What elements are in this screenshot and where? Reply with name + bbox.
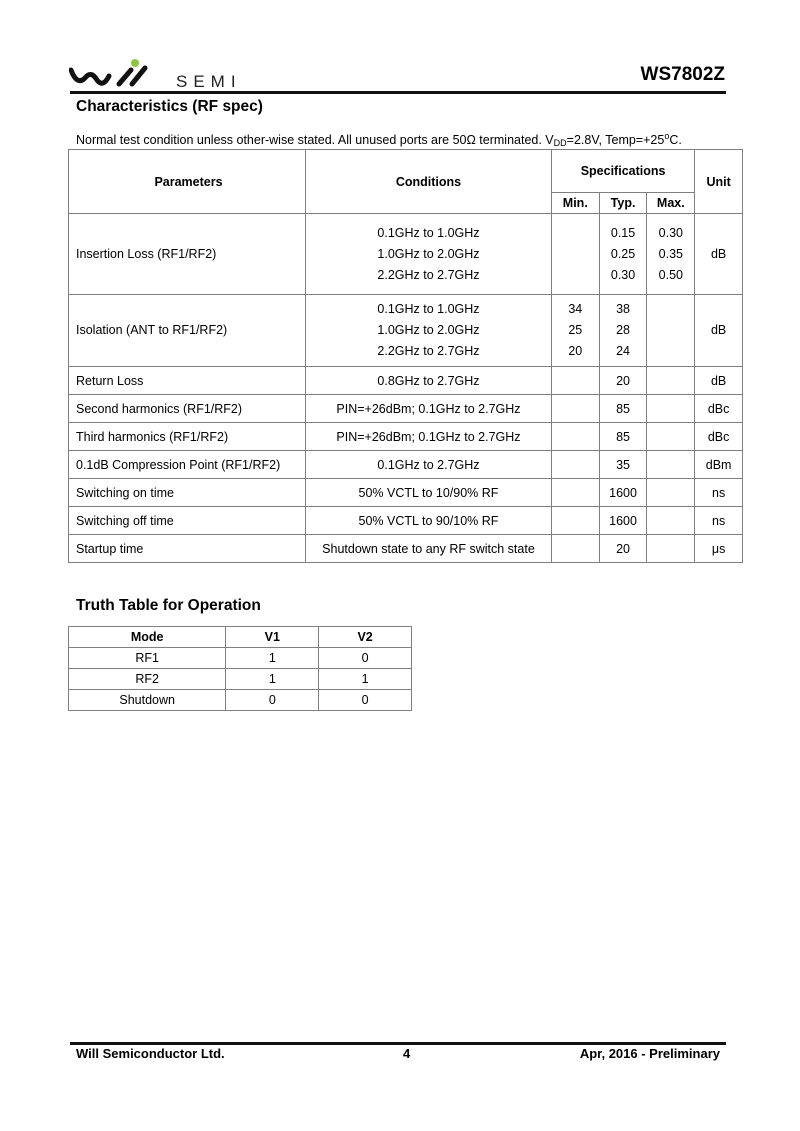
- document-id: WS7802Z: [640, 64, 725, 85]
- header-divider: [70, 91, 726, 94]
- typ-value: 0.25: [610, 246, 636, 261]
- v1-cell: 0: [226, 690, 319, 711]
- max-value: 0.50: [658, 267, 683, 282]
- typ-value: 38: [616, 302, 630, 316]
- min-cell: [551, 214, 599, 295]
- min-cell: [551, 451, 599, 479]
- typ-cell: 35: [599, 451, 647, 479]
- company-logo: [69, 58, 249, 90]
- max-cell: [647, 367, 695, 395]
- typ-value: 28: [616, 323, 630, 337]
- v1-cell: 1: [226, 648, 319, 669]
- min-cell: [551, 295, 599, 367]
- table-row: [69, 669, 412, 690]
- characteristics-title: Characteristics (RF spec): [76, 98, 263, 115]
- min-cell: [551, 507, 599, 535]
- param-cell: Switching on time: [69, 479, 306, 507]
- unit-cell: dB: [695, 295, 743, 367]
- min-cell: [551, 423, 599, 451]
- unit-cell: dBm: [695, 451, 743, 479]
- unit-cell: ns: [695, 507, 743, 535]
- typ-cell: 1600: [599, 479, 647, 507]
- param-cell: Third harmonics (RF1/RF2): [69, 423, 306, 451]
- unit-cell: μs: [695, 535, 743, 563]
- col-specifications: Specifications: [551, 150, 694, 193]
- v1-cell: 1: [226, 669, 319, 690]
- table-row: [69, 295, 743, 367]
- min-value: 20: [568, 344, 583, 358]
- min-cell: [551, 479, 599, 507]
- table-row: [69, 535, 743, 563]
- rf-spec-table: [68, 149, 743, 563]
- condition-line: 1.0GHz to 2.0GHz: [377, 246, 480, 261]
- table-row: [69, 690, 412, 711]
- typ-cell: 1600: [599, 507, 647, 535]
- page-number: 4: [403, 1046, 411, 1061]
- max-cell: [647, 479, 695, 507]
- table-row: [69, 423, 743, 451]
- param-cell: Startup time: [69, 535, 306, 563]
- col-max: Max.: [647, 193, 695, 214]
- footer-date-status: Apr, 2016 - Preliminary: [579, 1046, 720, 1061]
- max-cell: [647, 395, 695, 423]
- typ-cell: [599, 295, 647, 367]
- typ-value: 0.30: [610, 267, 636, 282]
- table-row: [69, 479, 743, 507]
- truth-table-title: Truth Table for Operation: [76, 597, 261, 614]
- max-cell: [647, 295, 695, 367]
- mode-cell: Shutdown: [69, 690, 226, 711]
- note-text-end: C.: [669, 133, 682, 147]
- typ-cell: [599, 214, 647, 295]
- max-cell: [647, 423, 695, 451]
- v2-cell: 0: [319, 648, 412, 669]
- param-cell: Switching off time: [69, 507, 306, 535]
- table-row: [69, 507, 743, 535]
- table-row: [69, 367, 743, 395]
- table-row: [69, 451, 743, 479]
- max-value: 0.35: [658, 246, 683, 261]
- table-row: [69, 648, 412, 669]
- typ-cell: 20: [599, 535, 647, 563]
- conditions-cell: Shutdown state to any RF switch state: [306, 535, 552, 563]
- min-value: 34: [568, 302, 583, 316]
- typ-cell: 85: [599, 423, 647, 451]
- note-subscript: DD: [553, 138, 567, 148]
- v2-cell: 0: [319, 690, 412, 711]
- min-value: 25: [568, 323, 583, 337]
- mode-cell: RF1: [69, 648, 226, 669]
- conditions-cell: 0.1GHz to 2.7GHz: [306, 451, 552, 479]
- note-text: Normal test condition unless other-wise stated. All unused ports are 50Ω terminated. V: [76, 133, 554, 147]
- min-value: [556, 265, 595, 286]
- col-mode: Mode: [69, 627, 226, 648]
- max-cell: [647, 507, 695, 535]
- col-min: Min.: [551, 193, 599, 214]
- max-cell: [647, 214, 695, 295]
- conditions-cell: 0.8GHz to 2.7GHz: [306, 367, 552, 395]
- conditions-cell: 50% VCTL to 90/10% RF: [306, 507, 552, 535]
- logo-text: SEMI: [176, 72, 242, 91]
- logo-dot: [131, 59, 139, 67]
- conditions-cell: 50% VCTL to 10/90% RF: [306, 479, 552, 507]
- footer-divider: [70, 1042, 726, 1045]
- table-row: [69, 214, 743, 295]
- unit-cell: dB: [695, 214, 743, 295]
- min-cell: [551, 367, 599, 395]
- param-cell: Second harmonics (RF1/RF2): [69, 395, 306, 423]
- conditions-cell: PIN=+26dBm; 0.1GHz to 2.7GHz: [306, 423, 552, 451]
- will-logo-icon: [69, 58, 174, 90]
- min-value: [556, 244, 595, 265]
- typ-value: 0.15: [610, 225, 636, 240]
- truth-table: [68, 626, 412, 711]
- min-cell: [551, 395, 599, 423]
- max-value: 0.30: [658, 225, 683, 240]
- unit-cell: dB: [695, 367, 743, 395]
- conditions-cell: [306, 295, 552, 367]
- condition-line: 0.1GHz to 1.0GHz: [377, 225, 480, 240]
- test-condition-note: [76, 131, 682, 148]
- condition-line: 1.0GHz to 2.0GHz: [377, 323, 480, 337]
- typ-cell: 20: [599, 367, 647, 395]
- param-cell: Insertion Loss (RF1/RF2): [69, 214, 306, 295]
- note-degree: o: [664, 131, 670, 141]
- min-value: [556, 223, 595, 244]
- footer-company: Will Semiconductor Ltd.: [76, 1046, 225, 1061]
- typ-cell: 85: [599, 395, 647, 423]
- mode-cell: RF2: [69, 669, 226, 690]
- max-cell: [647, 451, 695, 479]
- col-v2: V2: [319, 627, 412, 648]
- typ-value: 24: [616, 344, 630, 358]
- conditions-cell: PIN=+26dBm; 0.1GHz to 2.7GHz: [306, 395, 552, 423]
- min-cell: [551, 535, 599, 563]
- param-cell: 0.1dB Compression Point (RF1/RF2): [69, 451, 306, 479]
- col-parameters: Parameters: [69, 150, 306, 214]
- table-row: [69, 395, 743, 423]
- param-cell: Isolation (ANT to RF1/RF2): [69, 295, 306, 367]
- col-typ: Typ.: [599, 193, 647, 214]
- conditions-cell: [306, 214, 552, 295]
- col-v1: V1: [226, 627, 319, 648]
- unit-cell: dBc: [695, 423, 743, 451]
- unit-cell: dBc: [695, 395, 743, 423]
- v2-cell: 1: [319, 669, 412, 690]
- condition-line: 0.1GHz to 1.0GHz: [377, 302, 480, 316]
- condition-line: 2.2GHz to 2.7GHz: [377, 267, 480, 282]
- col-unit: Unit: [695, 150, 743, 214]
- param-cell: Return Loss: [69, 367, 306, 395]
- unit-cell: ns: [695, 479, 743, 507]
- condition-line: 2.2GHz to 2.7GHz: [377, 344, 480, 358]
- max-cell: [647, 535, 695, 563]
- col-conditions: Conditions: [306, 150, 552, 214]
- note-text-mid: =2.8V, Temp=+25: [566, 133, 665, 147]
